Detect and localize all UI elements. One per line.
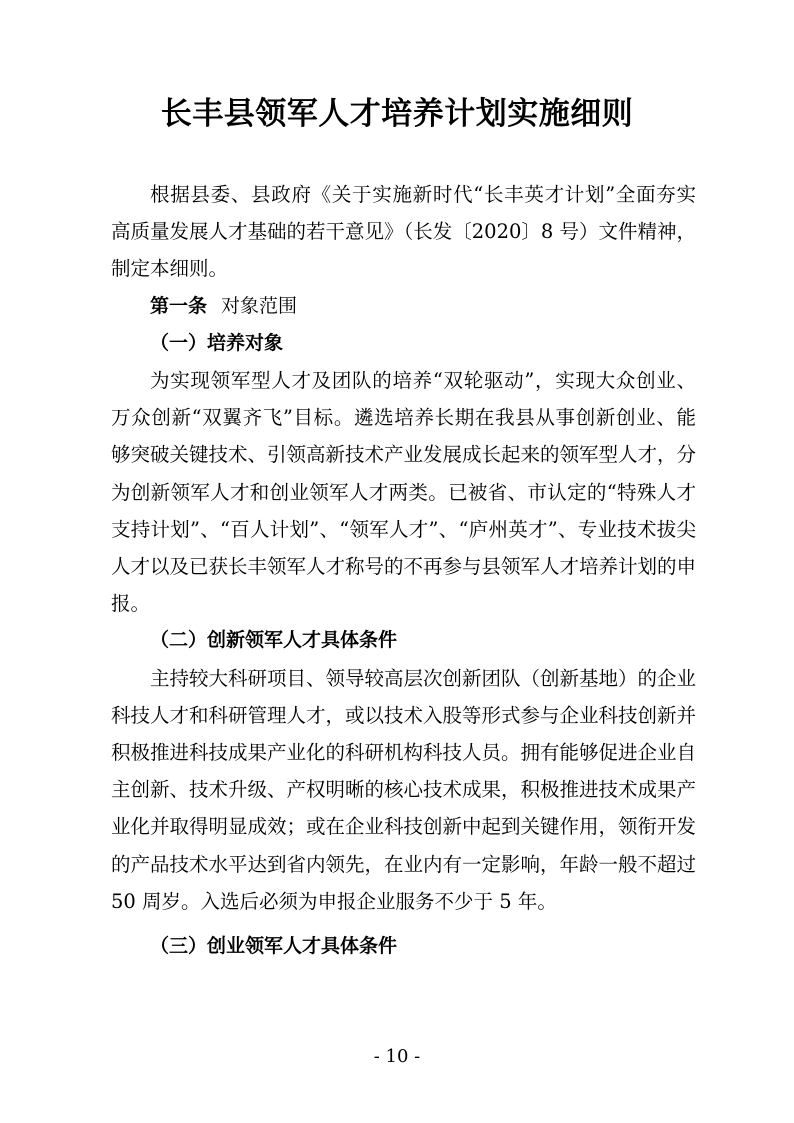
intro-paragraph: 根据县委、县政府《关于实施新时代“长丰英才计划”全面夯实高质量发展人才基础的若干意见》（长发〔2020〕8 号）文件精神，制定本细则。 [111,183,696,281]
document-title: 长丰县领军人才培养计划实施细则 [160,96,634,132]
paragraph-gap [111,920,696,928]
article-heading [111,288,696,325]
document-body [111,176,696,965]
section-heading: （二）创新领军人才具体条件 [150,629,398,652]
section-heading: （三）创业领军人才具体条件 [150,935,398,958]
article-title: 对象范围 [221,294,298,317]
section-paragraph: 为实现领军型人才及团队的培养“双轮驱动”，实现大众创业、万众创新“双翼齐飞”目标。遴选培养长期在我县从事创新创业、能够突破关键技术、引领高新技术产业发展成长起来的领军型人才，分为创新领军人才和创业领军人才两类。已被省、市认定的“特殊人才支持计划”、“百人计划”、“领军人才”、“庐州英才”、专业技术拔尖人才以及已获长丰领军人才称号的不再参与县领军人才培养计划的申报。 [111,369,697,616]
page-number: - 10 - [373,1046,421,1067]
article-number: 第一条 [150,294,208,317]
section-paragraph: 主持较大科研项目、领导较高层次创新团队（创新基地）的企业科技人才和科研管理人才，或以技术入股等形式参与企业科技创新并积极推进科技成果产业化的科研机构科技人员。拥有能够促进企业自主创新、技术升级、产权明晰的核心技术成果，积极推进技术成果产业化并取得明显成效；或在企业科技创新中起到关键作用，领衔开发的产品技术水平达到省内领先，在业内有一定影响，年龄一般不超过 50 周岁。入选后必须为申报企业服务不少于 5 年。 [111,666,697,913]
section-heading: （一）培养对象 [150,331,284,354]
